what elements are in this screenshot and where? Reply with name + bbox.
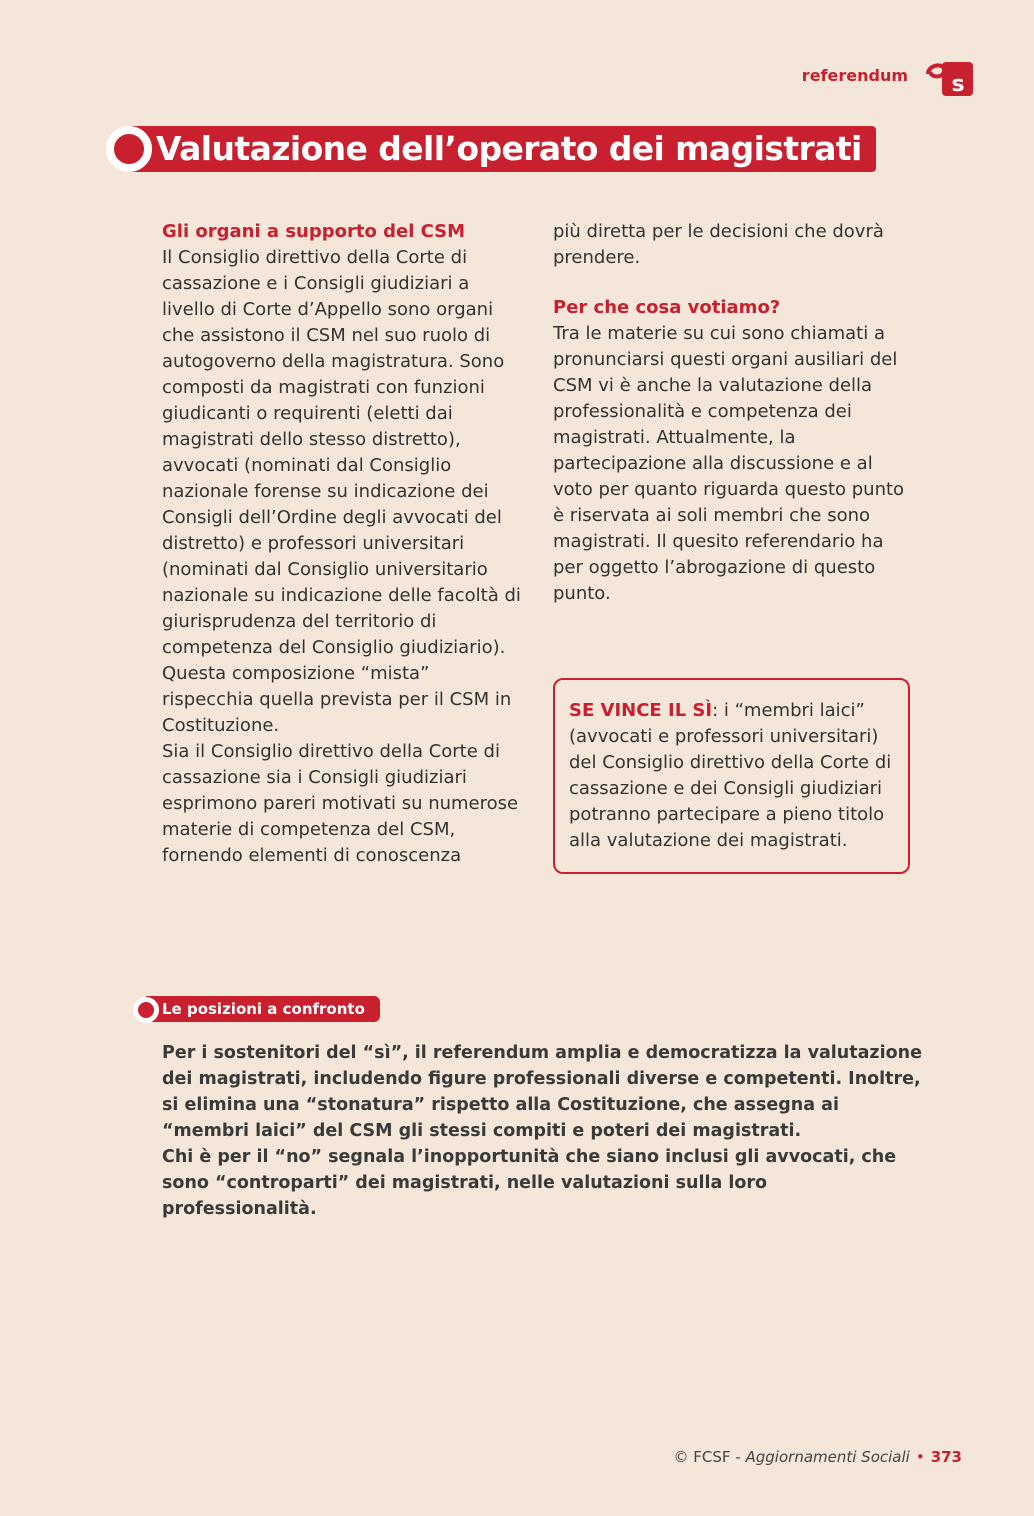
- footer-copyright: © FCSF -: [673, 1448, 746, 1466]
- section-label: referendum: [801, 66, 908, 85]
- right-continuation: più diretta per le decisioni che dovrà prendere.: [553, 221, 884, 268]
- left-column: [162, 219, 522, 869]
- left-paragraph-1: Il Consiglio direttivo della Corte di cassazione e i Consigli giudiziari a livello di Corte d’Appello sono organi che assistono il CSM nel suo ruolo di autogoverno della magistratura. Sono composti da magistrati con funzioni giudicanti o requirenti (eletti dai magistrati dello stesso distretto), avvocati (nominati dal Consiglio nazionale forense su indicazione dei Consigli dell’Ordine degli avvocati del distretto) e professori universitari (nominati dal Consiglio universitario nazionale su indicazione delle facoltà di giurisprudenza del territorio di competenza del Consiglio giudiziario). Questa composizione “mista” rispecchia quella prevista per il CSM in Costituzione.: [162, 247, 521, 736]
- footer-bullet: •: [915, 1448, 925, 1466]
- positions-text: [162, 1040, 922, 1222]
- callout-box: [553, 678, 910, 874]
- callout-text: : i “membri laici” (avvocati e professori universitari) del Consiglio direttivo della Corte di cassazione e dei Consigli giudiziari potranno partecipare a pieno titolo alla valutazione dei magistrati.: [569, 700, 892, 851]
- footer: [560, 1446, 962, 1468]
- positions-label: Le posizioni a confronto: [162, 1000, 365, 1018]
- svg-text:s: s: [951, 72, 965, 97]
- positions-bullet-icon: [133, 997, 159, 1023]
- right-heading: Per che cosa votiamo?: [553, 297, 781, 318]
- left-heading: Gli organi a supporto del CSM: [162, 221, 466, 242]
- footer-publication: Aggiornamenti Sociali: [745, 1448, 910, 1466]
- left-paragraph-2: Sia il Consiglio direttivo della Corte di cassazione sia i Consigli giudiziari esprimono pareri motivati su numerose materie di competenza del CSM, fornendo elementi di conoscenza: [162, 741, 519, 866]
- right-column: [553, 219, 913, 607]
- title-bullet-icon: [106, 126, 152, 172]
- right-paragraph: Tra le materie su cui sono chiamati a pronunciarsi questi organi ausiliari del CSM vi è anche la valutazione della professionalità e competenza dei magistrati. Attualmente, la partecipazione alla discussione e al voto per quanto riguarda questo punto è riservata ai soli membri che sono magistrati. Il quesito referendario ha per oggetto l’abrogazione di questo punto.: [553, 323, 905, 604]
- as-logo-icon: [924, 58, 974, 98]
- page-number: 373: [930, 1448, 962, 1466]
- positions-paragraph-2: Chi è per il “no” segnala l’inopportunità che siano inclusi gli avvocati, che sono “controparti” dei magistrati, nelle valutazioni sulla loro professionalità.: [162, 1147, 897, 1219]
- page-title: Valutazione dell’operato dei magistrati: [156, 129, 862, 168]
- callout-strong: SE VINCE IL SÌ: [569, 700, 713, 721]
- positions-paragraph-1: Per i sostenitori del “sì”, il referendum amplia e democratizza la valutazione dei magistrati, includendo figure professionali diverse e competenti. Inoltre, si elimina una “stonatura” rispetto alla Costituzione, che assegna ai “membri laici” del CSM gli stessi compiti e poteri dei magistrati.: [162, 1043, 922, 1141]
